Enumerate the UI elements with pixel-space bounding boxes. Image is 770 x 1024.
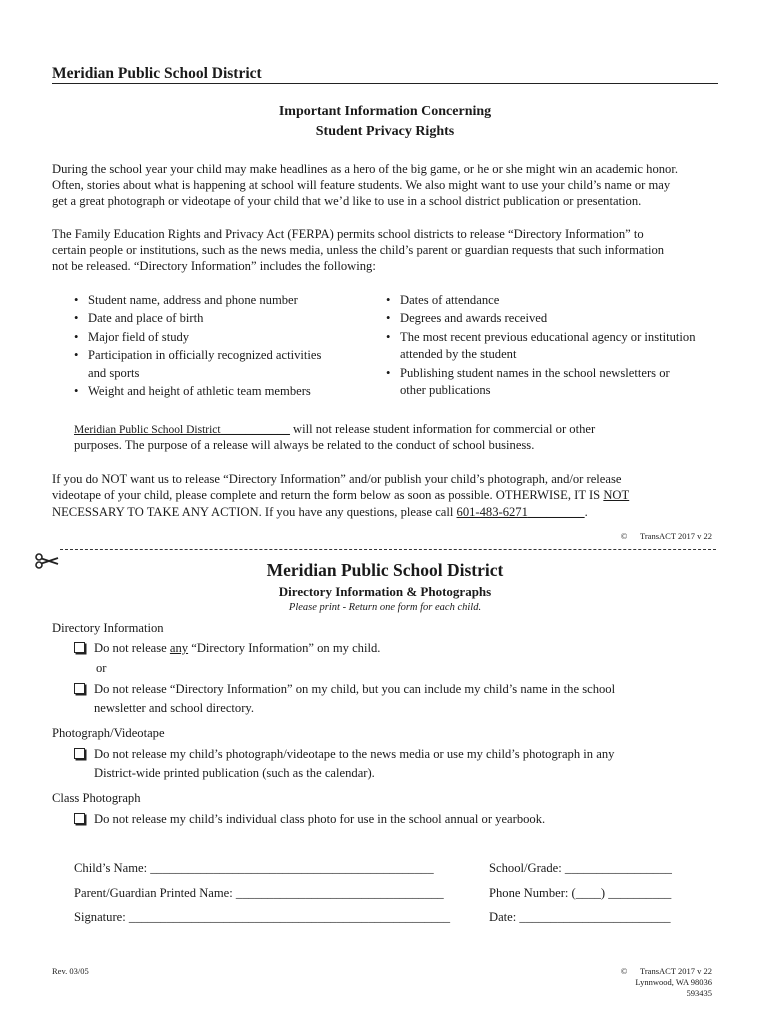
list-item: • The most recent previous educational agency or institution [384,328,719,346]
option-text: Do not release my child’s photograph/videotape to the news media or use my child’s photograph in any [94,747,615,761]
phone-number [457,505,585,519]
footer-city: Lynnwood, WA 98036 [635,977,712,987]
or-label: or [96,661,107,675]
release-text: will not release student information for commercial or other [289,422,596,436]
option-text: Do not release [94,641,170,655]
list-item-continuation: and sports [88,365,140,380]
child-name-field[interactable]: Child’s Name: _____________________________________________ [74,861,434,875]
notice-end: . [584,505,588,519]
blank-tail: ___________ [220,422,290,436]
list-item: • Major field of study [72,328,372,346]
release-line-2: purposes. The purpose of a release will always be related to the conduct of school business. [74,438,535,452]
notice-line-2 [52,487,716,504]
intro-p2-line: The Family Education Rights and Privacy Act (FERPA) permits school districts to release “Directory Information” to [52,227,644,241]
option-text: District-wide printed publication (such as the calendar). [94,765,375,780]
option-text: “Directory Information” on my child. [188,641,381,655]
directory-info-list-right [384,291,719,399]
option-label [94,680,615,717]
intro-p2-line: not be released. “Directory Information” includes the following: [52,259,376,273]
checkbox[interactable] [74,642,85,653]
intro-p2-line: certain people or institutions, such as the news media, unless the child’s parent or guardian requests that such information [52,243,665,257]
district-fill-in [74,422,290,436]
district-header: Meridian Public School District [52,64,718,84]
intro-p1-line: get a great photograph or videotape of your child that we’d like to use in a school district publication or presentation. [52,194,642,208]
list-item-continuation: attended by the student [400,347,517,362]
list-item: • Publishing student names in the school newsletters or [384,364,719,382]
phone-number-field[interactable]: Phone Number: (____) __________ [489,886,672,900]
form-instruction: Please print - Return one form for each child. [288,602,482,613]
checkbox[interactable] [74,748,85,759]
list-item: • Student name, address and phone number [72,291,372,309]
list-item: • Participation in officially recognized activities [72,346,372,364]
option-text: newsletter and school directory. [94,700,255,715]
checkbox[interactable] [74,813,85,824]
intro-p1-line: Often, stories about what is happening at school will feature students. We also might want to use your child’s name or may [52,178,671,192]
list-item: • Dates of attendance [384,291,719,309]
copyright-top: © TransACT 2017 v 22 [620,531,712,541]
list-item: • Weight and height of athletic team members [72,382,372,400]
not-emphasis: NOT [603,488,630,502]
section-class-photograph: Class Photograph [52,791,141,805]
date-field[interactable]: Date: ________________________ [489,910,671,924]
option-text: Do not release “Directory Information” on my child, but you can include my child’s name in the school [94,682,616,696]
district-fill-text: Meridian Public School District [74,424,221,436]
option-label [94,745,614,782]
footer-copyright: © TransACT 2017 v 22 [620,966,712,976]
heading-line-1: Important Information Concerning [278,104,492,119]
section-directory-information: Directory Information [52,621,164,635]
release-line-1 [74,421,738,439]
notice-text: videotape of your child, please complete and return the form below as soon as possible. OTHERWISE, IT IS [52,488,604,502]
option-name-only[interactable] [74,680,615,717]
cut-line [60,549,716,550]
notice-line-3 [52,504,716,521]
notice-text: NECESSARY TO TAKE ANY ACTION. If you have any questions, please call [52,505,457,519]
option-no-directory-info[interactable] [74,639,380,658]
list-item: • Degrees and awards received [384,309,719,327]
parent-name-field[interactable]: Parent/Guardian Printed Name: _________________________________ [74,886,444,900]
signature-field[interactable]: Signature: ___________________________________________________ [74,910,451,924]
phone-digits: 601-483-6271 [456,505,528,519]
revision-label: Rev. 03/05 [52,966,89,976]
form-title: Meridian Public School District [266,560,504,580]
form-subtitle: Directory Information & Photographs [278,584,492,599]
directory-info-list-left [72,291,372,400]
list-item: • Date and place of birth [72,309,372,327]
notice-line-1: If you do NOT want us to release “Directory Information” and/or publish your child’s photograph, and/or release [52,472,622,486]
option-label: Do not release my child’s individual class photo for use in the school annual or yearbook. [94,812,546,826]
checkbox[interactable] [74,683,85,694]
option-no-class-photo[interactable] [74,810,545,829]
list-item-continuation: other publications [400,383,491,398]
any-emphasis: any [169,641,189,655]
footer-code: 593435 [686,988,712,998]
heading-line-2: Student Privacy Rights [315,124,455,139]
option-label [94,639,380,658]
phone-blank: _________ [527,505,585,519]
section-photograph-videotape: Photograph/Videotape [52,726,165,740]
option-no-photo-media[interactable] [74,745,614,782]
footer-publisher [621,966,712,999]
school-grade-field[interactable]: School/Grade: _________________ [489,861,672,875]
intro-p1-line: During the school year your child may make headlines as a hero of the big game, or he or she might win an academic honor. [52,162,678,176]
